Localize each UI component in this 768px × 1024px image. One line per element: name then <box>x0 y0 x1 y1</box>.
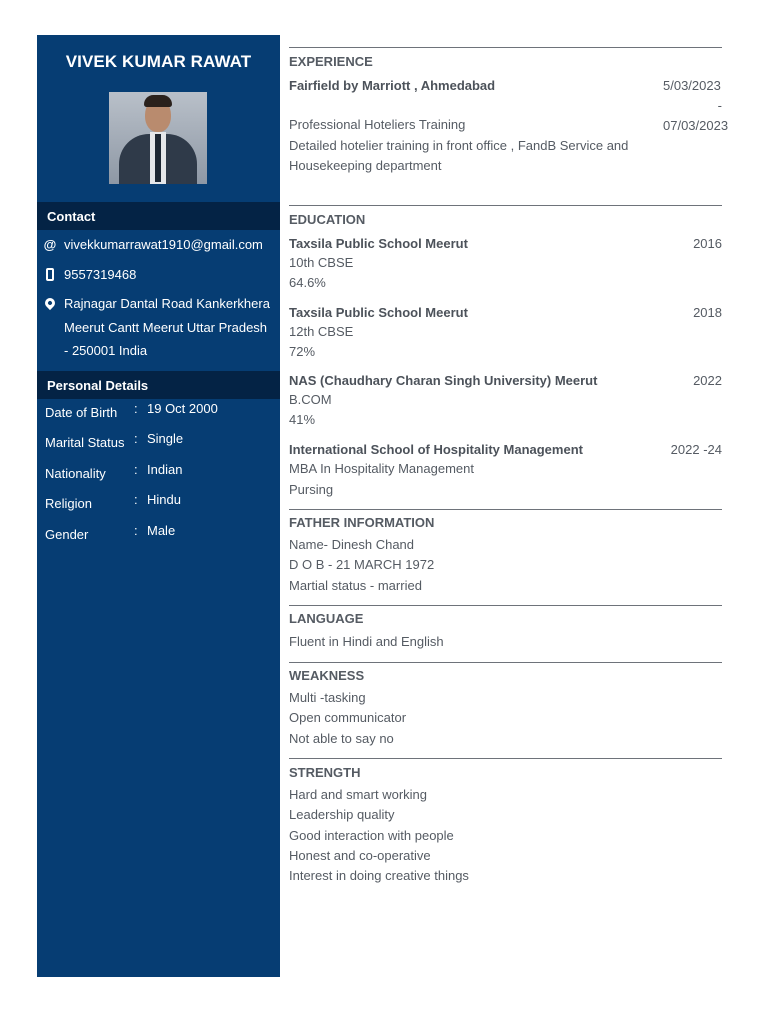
father-heading: FATHER INFORMATION <box>289 515 435 530</box>
pd-colon: : <box>134 462 138 477</box>
personal-details-heading: Personal Details <box>37 371 280 399</box>
pd-label: Nationality <box>45 466 106 481</box>
weakness-line: Multi -tasking <box>289 690 366 705</box>
strength-line: Good interaction with people <box>289 828 454 843</box>
profile-photo <box>109 92 207 184</box>
experience-title: Fairfield by Marriott , Ahmedabad <box>289 78 496 93</box>
education-line: 72% <box>289 344 316 359</box>
contact-heading: Contact <box>37 202 280 230</box>
contact-address <box>37 292 280 362</box>
contact-phone <box>37 263 280 286</box>
education-date: 2022 <box>693 373 722 388</box>
main-content <box>289 0 729 1024</box>
strength-line: Honest and co-operative <box>289 848 431 863</box>
education-heading: EDUCATION <box>289 212 366 227</box>
strength-line: Leadership quality <box>289 807 395 822</box>
section-divider <box>289 758 722 759</box>
pd-value: 19 Oct 2000 <box>147 401 218 416</box>
phone-text: 9557319468 <box>64 267 137 282</box>
education-line: 64.6% <box>289 275 326 290</box>
education-date: 2016 <box>693 236 722 251</box>
candidate-name: VIVEK KUMAR RAWAT <box>65 52 252 71</box>
pd-value: Hindu <box>147 492 181 507</box>
pd-value: Male <box>147 523 176 538</box>
education-title: NAS (Chaudhary Charan Singh University) Meerut <box>289 373 598 388</box>
pd-label: Date of Birth <box>45 405 118 420</box>
education-line: 12th CBSE <box>289 324 354 339</box>
education-date: 2018 <box>693 305 722 320</box>
education-line: MBA In Hospitality Management <box>289 461 474 476</box>
contact-email <box>37 233 280 256</box>
education-date: 2022 -24 <box>670 442 722 457</box>
pd-colon: : <box>134 523 138 538</box>
pd-colon: : <box>134 492 138 507</box>
pd-label: Marital Status <box>45 435 125 450</box>
section-divider <box>289 662 722 663</box>
section-divider <box>289 47 722 48</box>
experience-date-end: 07/03/2023 <box>663 118 729 133</box>
pd-colon: : <box>134 401 138 416</box>
weakness-line: Open communicator <box>289 710 407 725</box>
strength-line: Hard and smart working <box>289 787 427 802</box>
weakness-line: Not able to say no <box>289 731 394 746</box>
phone-icon <box>44 266 56 282</box>
section-divider <box>289 509 722 510</box>
father-line: Name- Dinesh Chand <box>289 537 415 552</box>
pd-colon: : <box>134 431 138 446</box>
strength-line: Interest in doing creative things <box>289 868 469 883</box>
father-line: Martial status - married <box>289 578 422 593</box>
pd-label: Religion <box>45 496 92 511</box>
address-line: Meerut Cantt Meerut Uttar Pradesh <box>64 320 268 335</box>
education-title: Taxsila Public School Meerut <box>289 236 468 251</box>
language-heading: LANGUAGE <box>289 611 364 626</box>
address-line: - 250001 India <box>64 343 148 358</box>
weakness-heading: WEAKNESS <box>289 668 365 683</box>
experience-date-separator: - <box>717 98 722 113</box>
pd-value: Single <box>147 431 184 446</box>
strength-heading: STRENGTH <box>289 765 361 780</box>
education-line: Pursing <box>289 482 334 497</box>
language-line: Fluent in Hindi and English <box>289 634 444 649</box>
education-line: B.COM <box>289 392 332 407</box>
experience-line: Detailed hotelier training in front office , FandB Service and <box>289 138 629 153</box>
experience-heading: EXPERIENCE <box>289 54 373 69</box>
education-title: Taxsila Public School Meerut <box>289 305 468 320</box>
father-line: D O B - 21 MARCH 1972 <box>289 557 435 572</box>
sidebar <box>37 35 280 977</box>
at-icon: @ <box>43 236 57 252</box>
address-line: Rajnagar Dantal Road Kankerkhera <box>64 296 270 311</box>
experience-line: Professional Hoteliers Training <box>289 117 466 132</box>
education-line: 41% <box>289 412 316 427</box>
section-divider <box>289 205 722 206</box>
email-text: vivekkumarrawat1910@gmail.com <box>64 237 263 252</box>
section-divider <box>289 605 722 606</box>
experience-date-start: 5/03/2023 <box>663 78 721 93</box>
pd-value: Indian <box>147 462 183 477</box>
location-pin-icon <box>44 295 56 311</box>
pd-label: Gender <box>45 527 89 542</box>
education-title: International School of Hospitality Management <box>289 442 583 457</box>
education-line: 10th CBSE <box>289 255 354 270</box>
experience-line: Housekeeping department <box>289 158 442 173</box>
